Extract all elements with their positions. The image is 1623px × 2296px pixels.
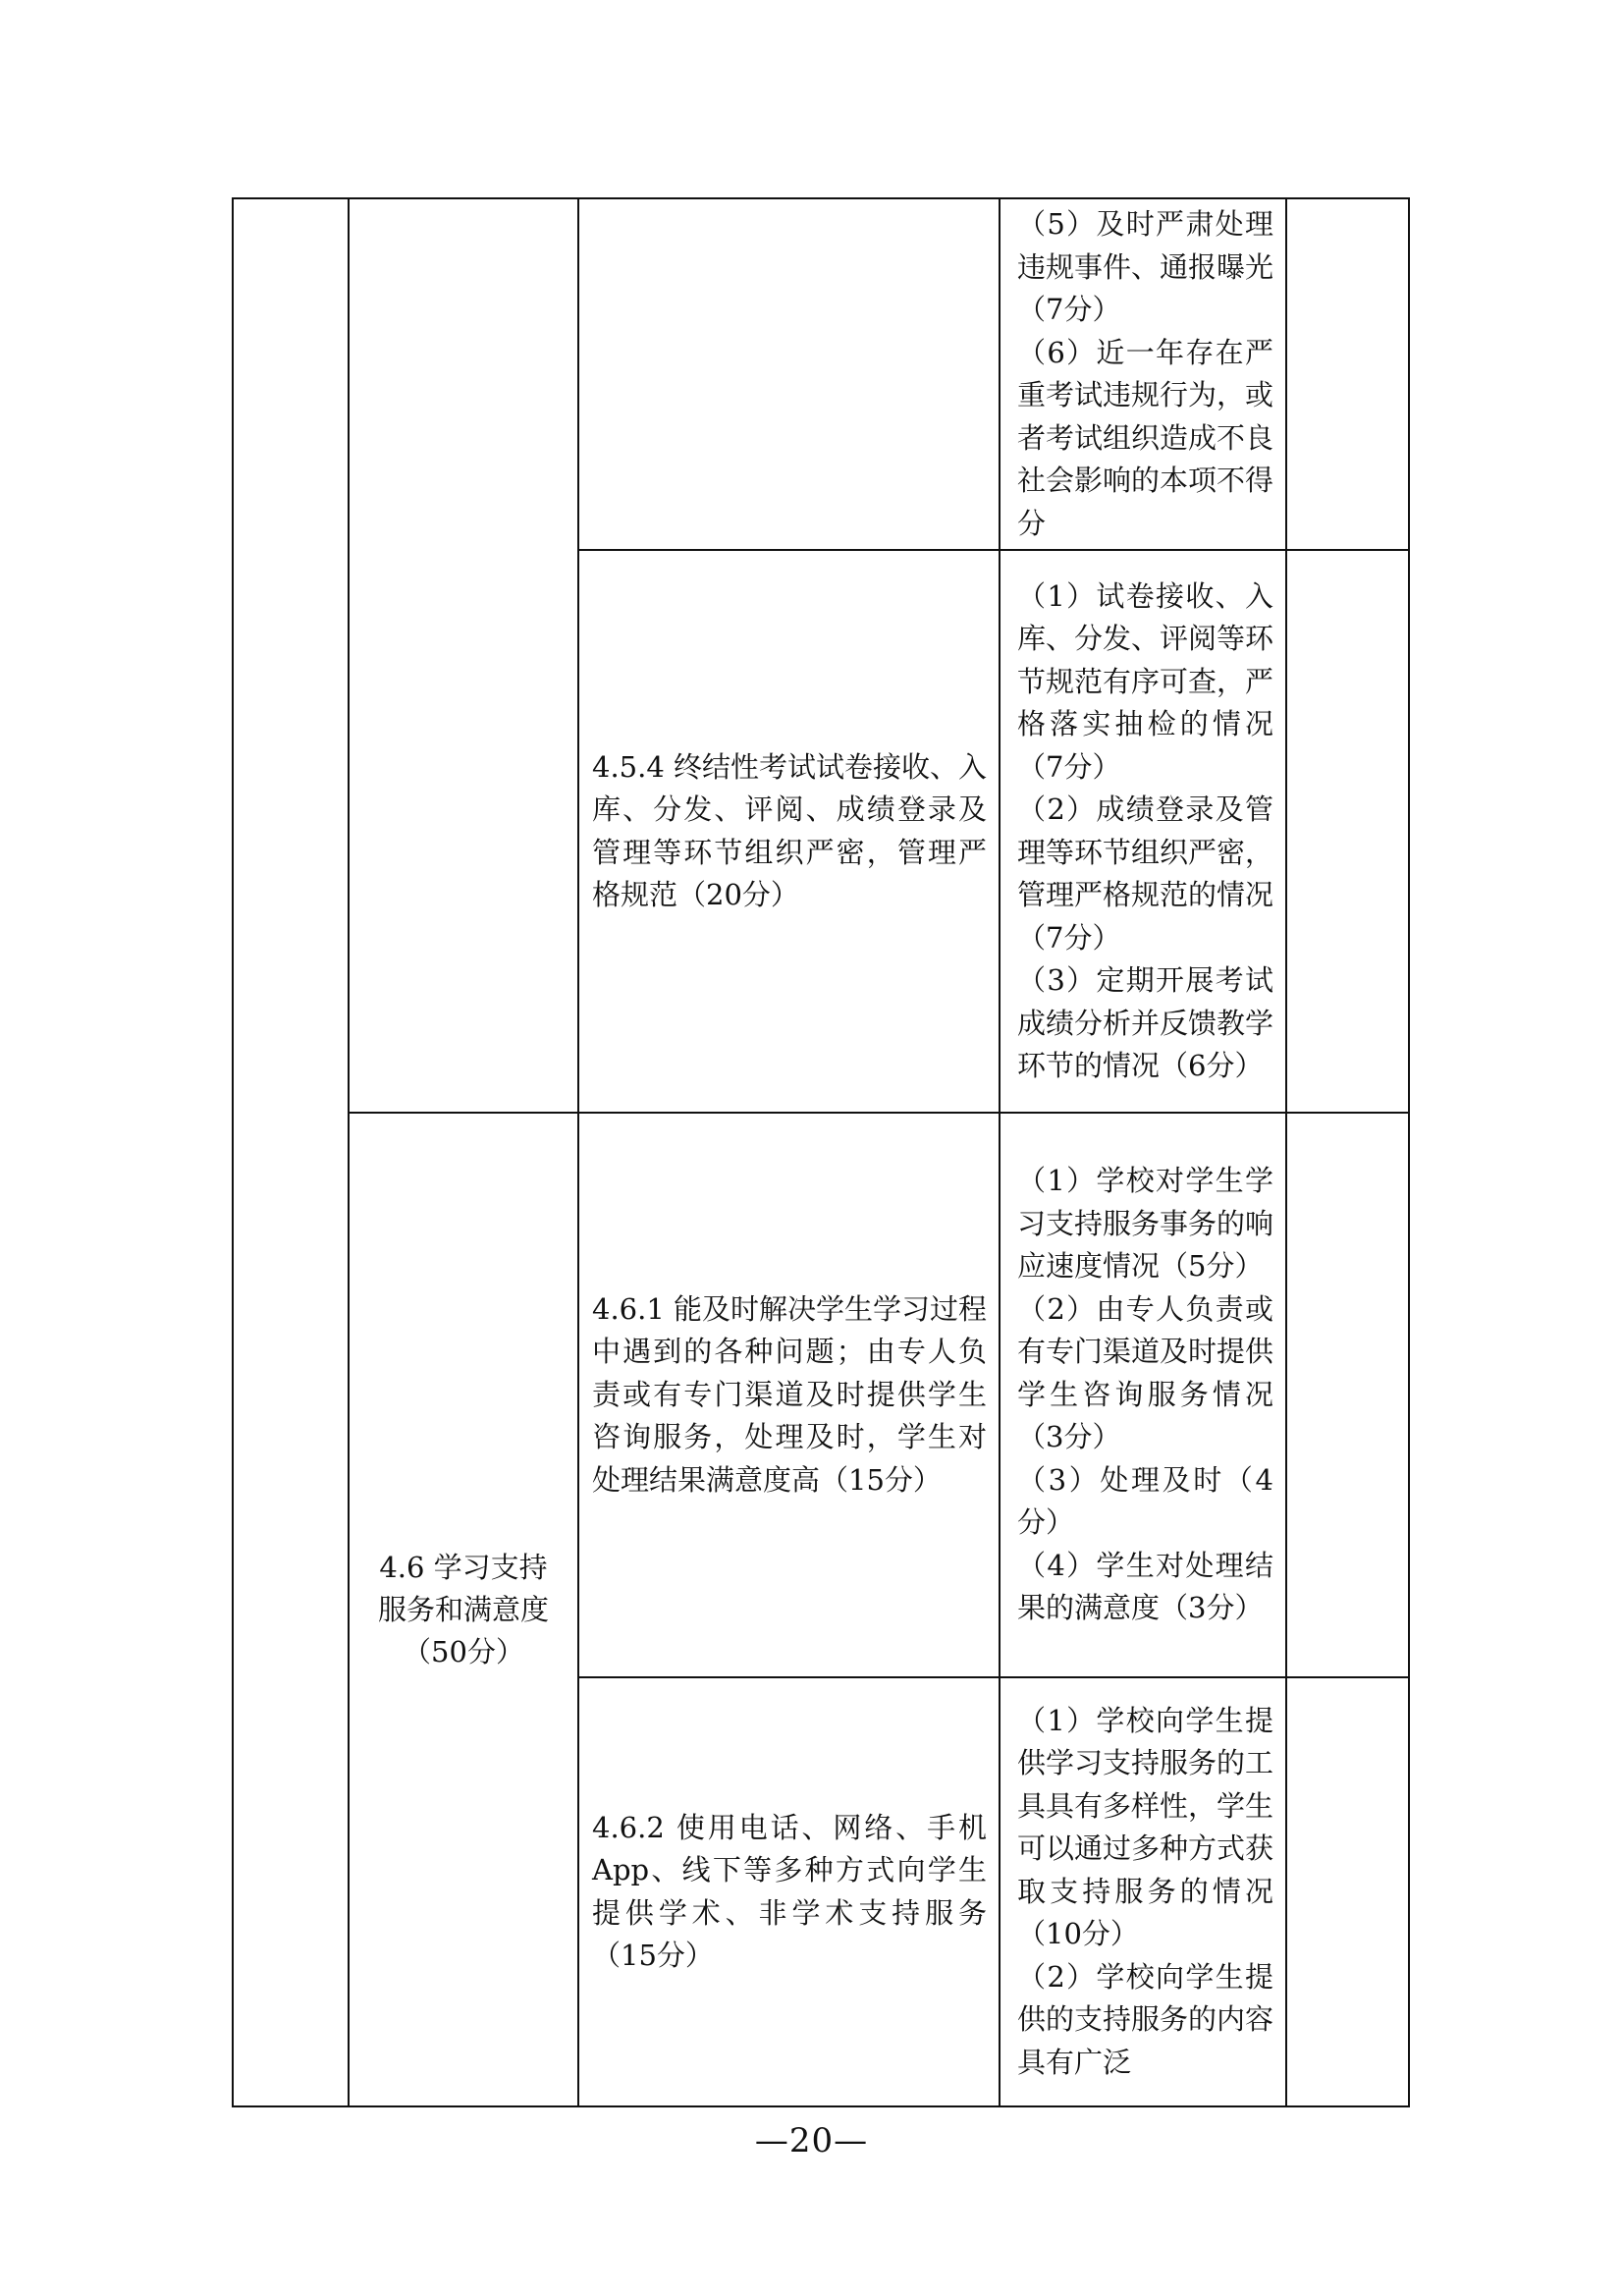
criterion-item: （2）学校向学生提供的支持服务的内容具有广泛 — [1017, 1959, 1274, 2079]
category-cell-empty — [233, 198, 349, 2106]
subcategory-cell-empty — [349, 198, 578, 1113]
table-row — [233, 198, 1409, 550]
criterion-item: （2）由专人负责或有专门渠道及时提供学生咨询服务情况（3分） — [1017, 1291, 1274, 1454]
indicator-text: 4.5.4 终结性考试试卷接收、入库、分发、评阅、成绩登录及管理等环节组织严密，管理严格规范（20分） — [592, 749, 988, 911]
criterion-item: （5）及时严肃处理违规事件、通报曝光（7分） — [1017, 207, 1274, 326]
criterion-item: （1）学校对学生学习支持服务事务的响应速度情况（5分） — [1017, 1164, 1274, 1284]
page-number: —20— — [754, 2121, 869, 2160]
table-row — [233, 1113, 1409, 1677]
criterion-item: （3）处理及时（4分） — [1017, 1462, 1273, 1540]
score-cell — [1286, 550, 1409, 1113]
evaluation-table — [232, 197, 1410, 2107]
indicator-cell — [578, 1113, 1000, 1677]
criterion-item: （6）近一年存在严重考试违规行为，或者考试组织造成不良社会影响的本项不得分 — [1017, 335, 1274, 540]
score-cell — [1286, 1677, 1409, 2106]
criteria-cell — [1000, 550, 1286, 1113]
indicator-text: 4.6.1 能及时解决学生学习过程中遇到的各种问题；由专人负责或有专门渠道及时提供学生咨询服务，处理及时，学生对处理结果满意度高（15分） — [592, 1291, 988, 1497]
criteria-cell — [1000, 198, 1286, 550]
score-cell — [1286, 198, 1409, 550]
indicator-cell — [578, 1677, 1000, 2106]
indicator-text: 4.6.2 使用电话、网络、手机App、线下等多种方式向学生提供学术、非学术支持服务（15分） — [592, 1810, 987, 1972]
criterion-item: （1）试卷接收、入库、分发、评阅等环节规范有序可查，严格落实抽检的情况（7分） — [1017, 578, 1274, 784]
criterion-item: （2）成绩登录及管理等环节组织严密，管理严格规范的情况（7分） — [1017, 793, 1274, 955]
criterion-item: （1）学校向学生提供学习支持服务的工具具有多样性，学生可以通过多种方式获取支持服务的情况（10分） — [1017, 1703, 1274, 1951]
criterion-item: （4）学生对处理结果的满意度（3分） — [1017, 1548, 1273, 1625]
indicator-cell — [578, 550, 1000, 1113]
criteria-cell — [1000, 1113, 1286, 1677]
score-cell — [1286, 1113, 1409, 1677]
section-title: 4.6 学习支持服务和满意度（50分） — [377, 1550, 549, 1668]
subcategory-cell — [349, 1113, 578, 2106]
criteria-cell — [1000, 1677, 1286, 2106]
criterion-item: （3）定期开展考试成绩分析并反馈教学环节的情况（6分） — [1017, 963, 1274, 1082]
indicator-cell-empty — [578, 198, 1000, 550]
